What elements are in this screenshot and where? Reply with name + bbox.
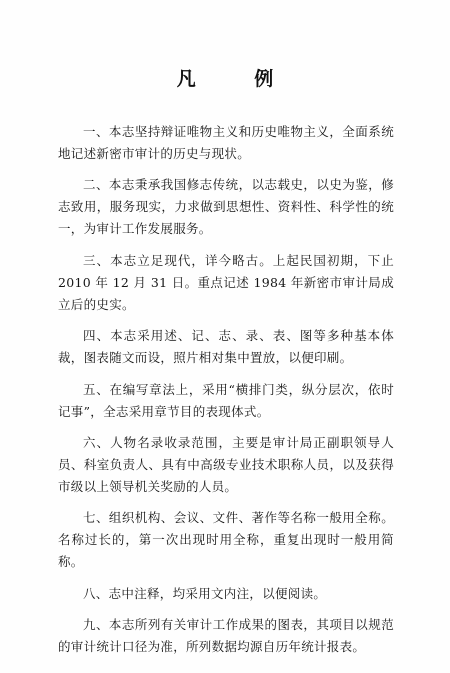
document-body: [58, 121, 394, 668]
paragraph-6: 六、人物名录收录范围，主要是审计局正副职领导人员、科室负责人、具有中高级专业技术职称人员，以及获得市级以上领导机关奖励的人员。: [58, 434, 394, 494]
paragraph-4: 四、本志采用述、记、志、录、表、图等多种基本体裁，图表随文而设，照片相对集中置放，以便印刷。: [58, 328, 394, 366]
paragraph-9: 九、本志所列有关审计工作成果的图表，其项目以规范的审计统计口径为准，所列数据均源自历年统计报表。: [58, 617, 394, 655]
paragraph-1: 一、本志坚持辩证唯物主义和历史唯物主义，全面系统地记述新密市审计的历史与现状。: [58, 124, 394, 161]
paragraph-2: 二、本志秉承我国修志传统，以志载史，以史为鉴，修志致用，服务现实，力求做到思想性、资料性、科学性的统一，为审计工作发展服务。: [58, 177, 394, 237]
paragraph-8: 八、志中注释，均采用文内注，以便阅读。: [83, 585, 327, 601]
paragraph-5: 五、在编写章法上，采用“横排门类，纵分层次，依时记事”，全志采用章节目的表现体式。: [58, 381, 394, 419]
page-title: 凡 例: [176, 68, 300, 90]
paragraph-3: 三、本志立足现代，详今略古。上起民国初期，下止 2010 年 12 月 31 日。重点记述 1984 年新密市审计局成立后的史实。: [58, 252, 394, 312]
paragraph-7: 七、组织机构、会议、文件、著作等名称一般用全称。名称过长的，第一次出现时用全称，重复出现时一般用简称。: [58, 510, 394, 570]
